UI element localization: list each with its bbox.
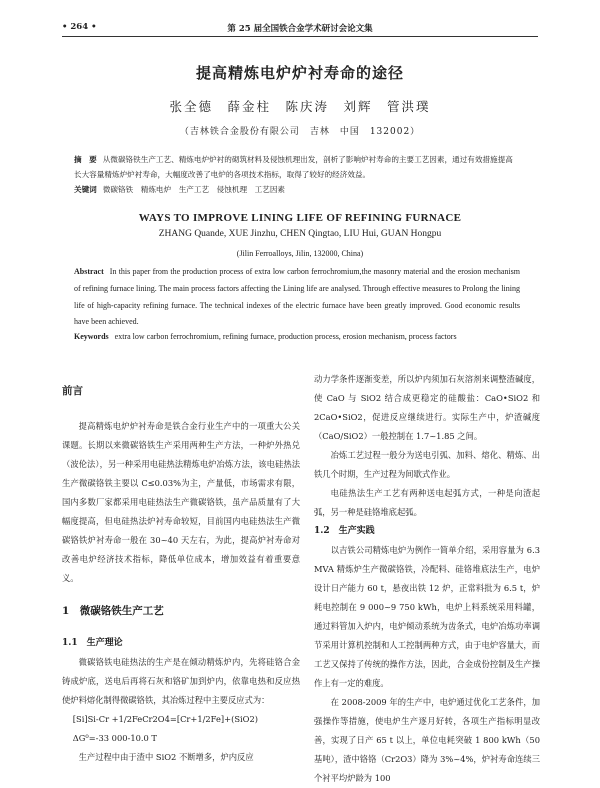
right-paragraph-1: 动力学条件逐渐变差，所以炉内须加石灰溶剂来调整渣碱度，使 CaO 与 SiO2 结合成更稳定的硅酸盐：CaO•SiO2 和 2CaO•SiO2，促进反应继续进行。实际生产中，炉渣碱度（CaO/SiO2）一般控制在 1.7~1.85 之间。 bbox=[314, 374, 540, 441]
section-1-2-heading: 1.2 生产实践 bbox=[314, 526, 375, 536]
gibbs-equation: ΔG⁰=-33 000-10.0 T bbox=[72, 733, 157, 743]
right-paragraph-5: 在 2008-2009 年的生产中，电炉通过优化工艺条件，加强操作等措施，使电炉生产逐月好转，各项生产指标明显改善，实现了日产 65 t 以上，单位电耗突破 1 800 kWh（50 基吨），渣中铬铬（Cr2O3）降为 3%~4%，炉衬寿命连续三个衬平均炉龄为 100 bbox=[314, 697, 540, 783]
paper-title-en: WAYS TO IMPROVE LINING LIFE OF REFINING FURNACE bbox=[138, 212, 462, 224]
paper-title-cn: 提高精炼电炉炉衬寿命的途径 bbox=[195, 64, 404, 82]
abstract-en-text: In this paper from the production process of extra low carbon ferrochromium,the masonry material and the erosion mechanism of refining furnace lining. The main process factors affecting the Lining life are analysed. Through effective measures to Prolong the lining life of high-capacity refining furnace. The technical indexes of the electric furnace have been greatly improved. Good economic results have been achieved. bbox=[74, 267, 520, 327]
right-column bbox=[314, 370, 540, 788]
keywords-cn-label: 关键词 bbox=[74, 185, 97, 194]
authors-en: ZHANG Quande, XUE Jinzhu, CHEN Qingtao, LIU Hui, GUAN Hongpu bbox=[158, 229, 442, 239]
section-1-1-heading: 1.1 生产理论 bbox=[62, 638, 123, 648]
reaction-equation: [Si]Si-Cr +1/2FeCr2O4=[Cr+1/2Fe]+(SiO2) bbox=[72, 714, 258, 724]
abstract-cn-label: 摘 要 bbox=[74, 155, 97, 164]
keywords-en bbox=[74, 332, 520, 341]
section-1-heading: 1 微碳铬铁生产工艺 bbox=[62, 605, 164, 617]
right-paragraph-4: 以吉铁公司精炼电炉为例作一简单介绍，采用容量为 6.3 MVA 精炼炉生产微碳铬铁，冷配料、硅铬堆底法生产，电炉设计日产能力 60 t，悬夜出铁 12 炉，正常料批为 6.5 t，炉耗电控制在 9 000~9 750 kWh，电炉上料系统采用料罐，通过料管加入炉内，电炉倾动系统为齿条式，电炉冶炼功率调节采用计算机控制和人工控制两种方式，由于电炉容量大，而工艺又保持了传统的操作方法，因此，合金成份控制及生产操作上有一定的难度。 bbox=[314, 545, 540, 688]
section-1-1-paragraph: 微碳铬铁电硅热法的生产是在倾动精炼炉内，先将硅铬合金铸成炉底，送电后再将石灰和铬矿加到炉内，依靠电热和反应热使炉料熔化制得微碳铬铁，其冶炼过程中主要反应式为： bbox=[62, 657, 300, 705]
page-number: • 264 • bbox=[62, 22, 97, 32]
keywords-cn bbox=[74, 184, 520, 195]
right-paragraph-3: 电硅热法生产工艺有两种送电起弧方式，一种是向渣起弧，另一种是硅铬堆底起弧。 bbox=[314, 488, 540, 517]
right-paragraph-2: 冶炼工艺过程一般分为送电引弧、加料、熔化、精炼、出铁几个时期，生产过程为间歇式作业。 bbox=[314, 450, 540, 479]
preface-heading: 前言 bbox=[62, 385, 83, 397]
preface-paragraph: 提高精炼电炉炉衬寿命是铁合金行业生产中的一项重大公关课题。长期以来微碳铬铁生产采用两种生产方法，一种炉外热兑（波伦法），另一种采用电硅热法精炼电炉冶炼方法，该电硅热法生产微碳铬铁主要以 C≤0.03%为主，产量低，市场需求有限，国内多数厂家都采用电硅热法生产微碳铬铁，虽产品质量有了大幅度提高，但电硅热法炉衬寿命较短，目前国内电硅热法生产微碳铬铁炉衬寿命一般在 30~40 天左右，为此，提高炉衬寿命对改善电炉经济技术指标，降低单位成本，增加效益有着重要意义。 bbox=[62, 421, 300, 583]
abstract-en-label: Abstract bbox=[74, 267, 104, 276]
header-rule bbox=[62, 36, 538, 37]
running-header bbox=[62, 22, 538, 36]
keywords-en-text: extra low carbon ferrochromium, refining furnace, production process, erosion mechanism, process factors bbox=[114, 332, 457, 341]
conference-title: 第 25 届全国铁合金学术研讨会论文集 bbox=[227, 24, 373, 34]
authors-cn: 张全德 薛金柱 陈庆涛 刘辉 管洪璞 bbox=[169, 99, 431, 114]
keywords-en-label: Keywords bbox=[74, 332, 109, 341]
affiliation-cn: （吉林铁合金股份有限公司 吉林 中国 132002） bbox=[179, 127, 421, 137]
left-column bbox=[62, 380, 300, 767]
abstract-cn-text: 从微碳铬铁生产工艺、精炼电炉炉衬的砌筑材料及侵蚀机理出发，剖析了影响炉衬寿命的主要工艺因素，通过有效措施提高长大容量精炼炉炉衬寿命，大幅度改善了电炉的各项技术指标，取得了较好的经济效益。 bbox=[74, 155, 513, 179]
keywords-cn-text: 微碳铬铁 精炼电炉 生产工艺 侵蚀机理 工艺因素 bbox=[102, 185, 286, 194]
abstract-cn bbox=[74, 152, 520, 182]
abstract-en bbox=[74, 264, 520, 331]
affiliation-en: (Jilin Ferroalloys, Jilin, 132000, China) bbox=[236, 249, 364, 258]
section-1-1-tail: 生产过程中由于渣中 SiO2 不断增多，炉内反应 bbox=[78, 752, 254, 762]
